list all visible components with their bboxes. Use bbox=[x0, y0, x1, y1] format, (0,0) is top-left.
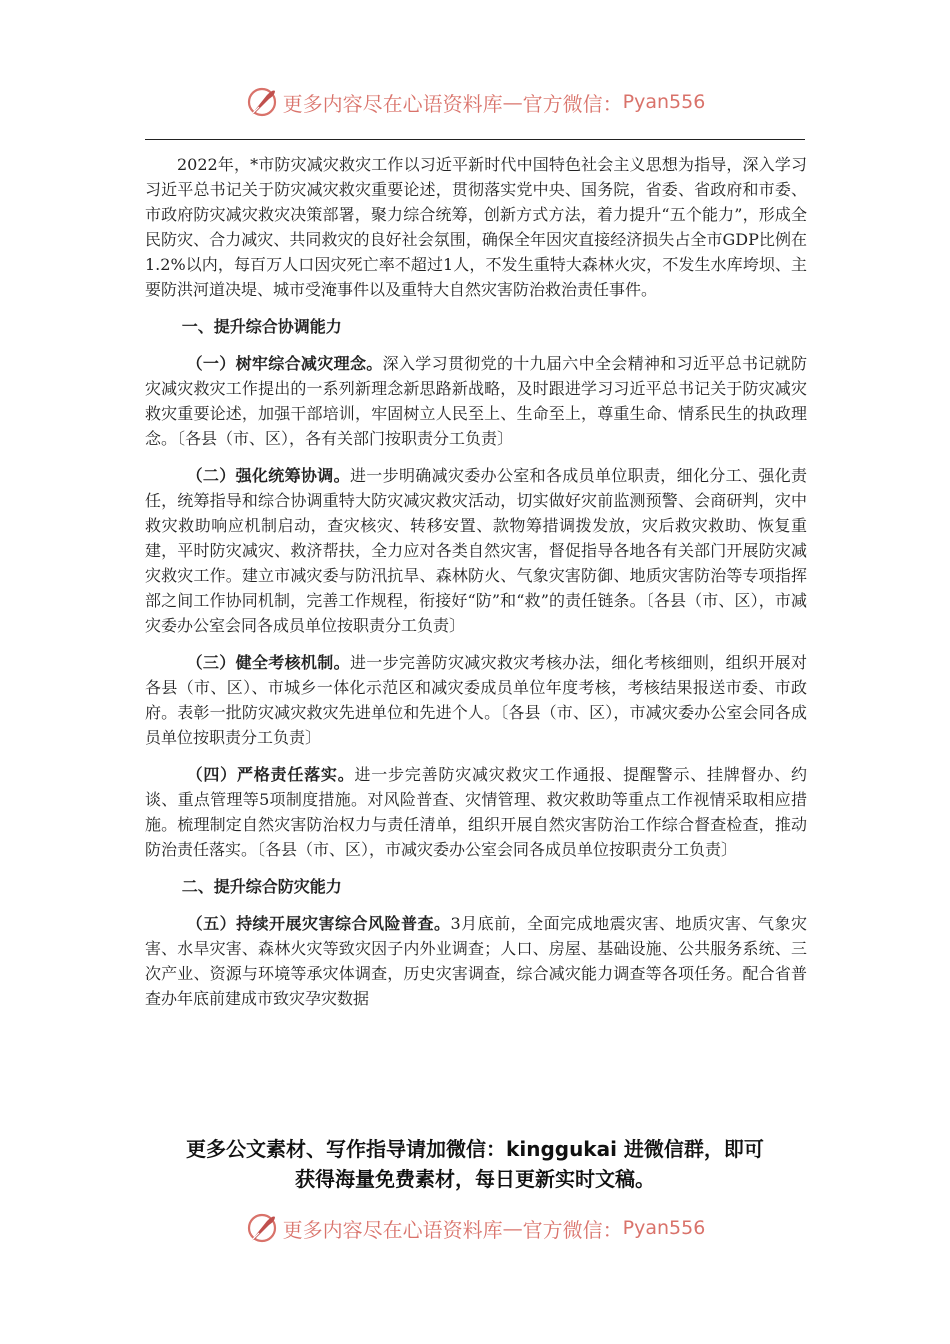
list-item bbox=[145, 351, 807, 451]
footer-banner bbox=[0, 1208, 950, 1248]
list-item bbox=[145, 911, 807, 1011]
item-title: （四）严格责任落实。 bbox=[186, 765, 355, 784]
item-title: （一）树牢综合减灾理念。 bbox=[186, 354, 383, 373]
banner-text: 更多内容尽在心语资料库 bbox=[282, 1217, 503, 1242]
banner-text: 更多内容尽在心语资料库 bbox=[282, 91, 503, 116]
header-divider bbox=[145, 139, 805, 140]
item-title: （五）持续开展灾害综合风险普查。 bbox=[186, 914, 451, 933]
intro-paragraph: 2022年，*市防灾减灾救灾工作以习近平新时代中国特色社会主义思想为指导，深入学习习近平总书记关于防灾减灾救灾重要论述，贯彻落实党中央、国务院，省委、省政府和市委、市政府防灾减灾救灾决策部署，聚力综合统筹，创新方式方法，着力提升“五个能力”，形成全民防灾、合力减灾、共同救灾的良好社会氛围，确保全年因灾直接经济损失占全市GDP比例在1.2%以内，每百万人口因灾死亡率不超过1人，不发生重特大森林火灾，不发生水库垮坝、主要防洪河道决堤、城市受淹事件以及重特大自然灾害防治救治责任事件。 bbox=[145, 155, 807, 299]
banner-wechat-label: 官方微信： bbox=[522, 1217, 623, 1242]
item-body: 进一步明确减灾委办公室和各成员单位职责，细化分工、强化责任，统筹指导和综合协调重特大防灾减灾救灾活动，切实做好灾前监测预警、会商研判，灾中救灾救助响应机制启动，查灾核灾、转移安置、款物筹措调拨发放，灾后救灾救助、恢复重建，平时防灾减灾、救济帮扶，全力应对各类自然灾害，督促指导各地各有关部门开展防灾减灾救灾工作。建立市减灾委与防汛抗旱、森林防火、气象灾害防御、地质灾害防治等专项指挥部之间工作协同机制，完善工作规程，衔接好“防”和“救”的责任链条。〔各县（市、区），市减灾委办公室会同各成员单位按职责分工负责〕 bbox=[145, 466, 807, 635]
banner-dash: — bbox=[502, 1216, 523, 1240]
item-body: 深入学习贯彻党的十九届六中全会精神和习近平总书记就防灾减灾救灾工作提出的一系列新理念新思路新战略，及时跟进学习习近平总书记关于防灾减灾救灾重要论述，加强干部培训，牢固树立人民至上、生命至上，尊重生命、情系民生的执政理念。〔各县（市、区），各有关部门按职责分工负责〕 bbox=[145, 354, 807, 448]
header-banner bbox=[0, 82, 950, 122]
banner-dash: — bbox=[502, 90, 523, 114]
section-heading-1: 一、提升综合协调能力 bbox=[181, 317, 342, 336]
banner-wechat-id: Pyan556 bbox=[622, 1217, 706, 1239]
item-title: （二）强化统筹协调。 bbox=[186, 466, 350, 485]
quill-logo-icon bbox=[245, 1211, 279, 1245]
section-heading-2: 二、提升综合防灾能力 bbox=[181, 877, 342, 896]
list-item bbox=[145, 650, 807, 750]
banner-wechat-label: 官方微信： bbox=[522, 91, 623, 116]
item-body: 进一步完善防灾减灾救灾考核办法，细化考核细则，组织开展对各县（市、区）、市城乡一体化示范区和减灾委成员单位年度考核，考核结果报送市委、市政府。表彰一批防灾减灾救灾先进单位和先进个人。〔各县（市、区），市减灾委办公室会同各成员单位按职责分工负责〕 bbox=[145, 653, 807, 747]
banner-wechat-id: Pyan556 bbox=[622, 91, 706, 113]
promo-line-2: 获得海量免费素材，每日更新实时文稿。 bbox=[295, 1167, 655, 1191]
quill-logo-icon bbox=[245, 85, 279, 119]
item-title: （三）健全考核机制。 bbox=[186, 653, 350, 672]
promo-text bbox=[120, 1134, 830, 1194]
list-item bbox=[145, 463, 807, 638]
list-item bbox=[145, 762, 807, 862]
document-body bbox=[145, 152, 807, 1023]
promo-line-1: 更多公文素材、写作指导请加微信：kinggukai 进微信群，即可 bbox=[186, 1137, 764, 1161]
item-body: 3月底前，全面完成地震灾害、地质灾害、气象灾害、水旱灾害、森林火灾等致灾因子内外业调查；人口、房屋、基础设施、公共服务系统、三次产业、资源与环境等承灾体调查，历史灾害调查，综合减灾能力调查等各项任务。配合省普查办年底前建成市致灾孕灾数据 bbox=[145, 914, 807, 1008]
item-body: 进一步完善防灾减灾救灾工作通报、提醒警示、挂牌督办、约谈、重点管理等5项制度措施。对风险普查、灾情管理、救灾救助等重点工作视情采取相应措施。梳理制定自然灾害防治权力与责任清单，组织开展自然灾害防治工作综合督查检查，推动防治责任落实。〔各县（市、区），市减灾委办公室会同各成员单位按职责分工负责〕 bbox=[145, 765, 807, 859]
